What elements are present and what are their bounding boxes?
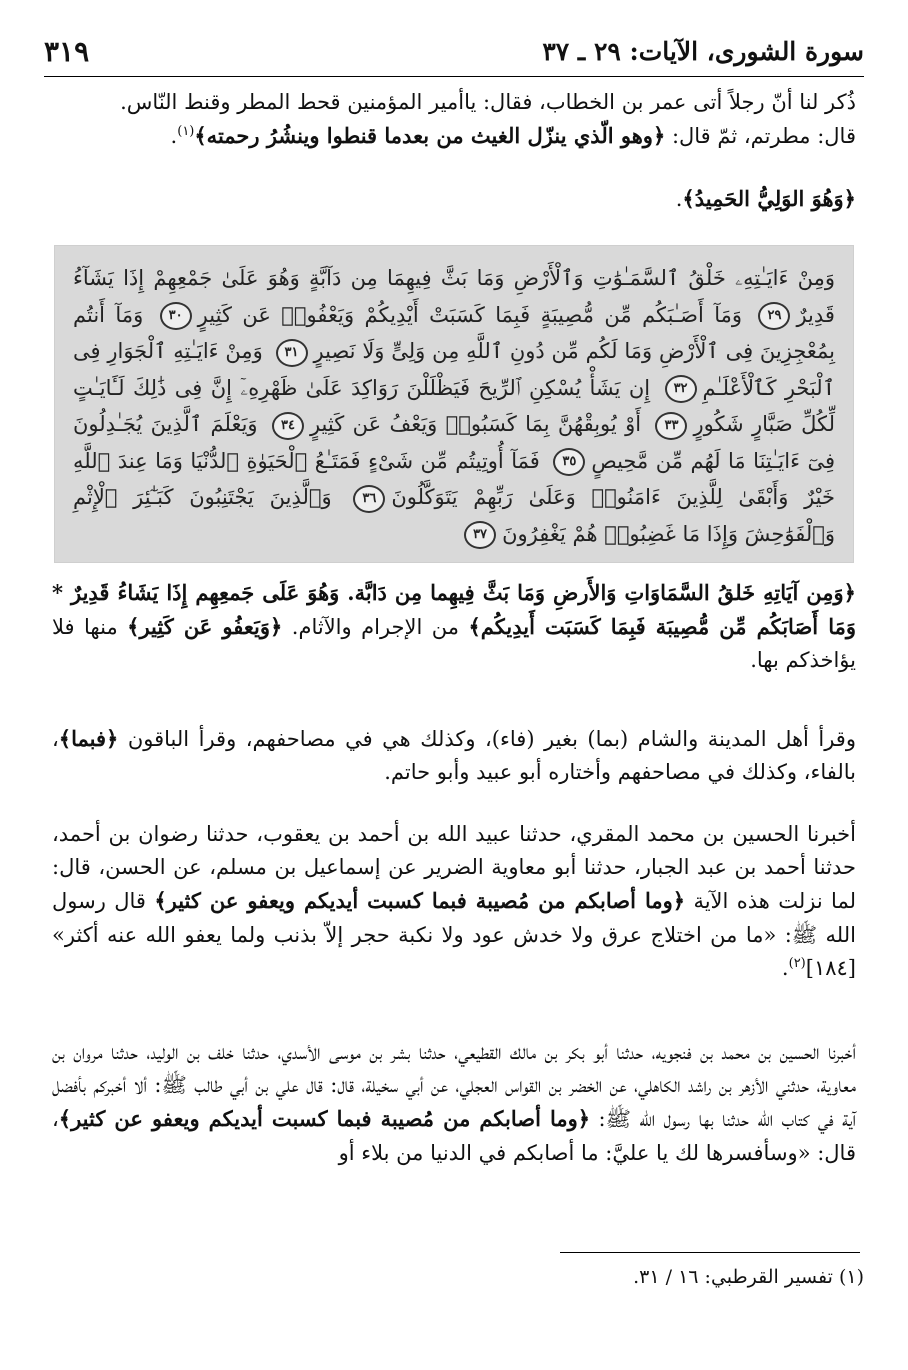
ayah-number-32: ٣٢ (665, 375, 697, 403)
ayah-number-34: ٣٤ (272, 412, 304, 440)
p1-verse-1: ﴿وَمِن آيَاتِهِ خَلقُ السَّمَاوَاتِ وَالأَرضِ وَمَا بَثَّ فِيهِما مِن دَابَّة. وَهُوَ عَلَى جَمعِهِم إِذَا يَشَاءُ قَدِيرٌ * وَمَا أَصَابَكُم مِّن مُّصِيبَة فَبِمَا كَسَبَت أَيدِيكُم﴾ (52, 580, 856, 640)
p3-text-1: أخبرنا الحسين بن محمد المقري، حدثنا عبيد الله بن أحمد بن يعقوب، حدثنا رضوان بن أحمد، حدثنا أحمد بن عبد الجبار، حدثنا أبو معاوية الضرير عن إسماعيل بن مسلم، عن الحسن، قال: لما نزلت هذه الآية (52, 822, 856, 914)
p2-text-1: وقرأ أهل المدينة والشام (بما) بغير (فاء)، وكذلك هي في مصاحفهم، وقرأ الباقون (118, 727, 856, 751)
commentary-paragraph-2 (52, 722, 856, 789)
ayah-35: وَيَعْلَمَ ٱلَّذِينَ يُجَـٰدِلُونَ فِىٓ ءَايَـٰتِنَا مَا لَهُم مِّن مَّحِيصٍ (73, 412, 835, 473)
ayah-30: وَمَآ أَصَـٰبَكُم مِّن مُّصِيبَةٍ فَبِمَا كَسَبَتْ أَيْدِيكُمْ وَيَعْفُوا۟ عَن كَثِيرٍ (197, 302, 743, 327)
p4-text-1: أخبرنا الحسين بن محمد بن فنجويه، حدثنا أبو بكر بن مالك القطيعي، حدثنا بشر بن موسى الأسدي، حدثنا خلف بن الوليد، حدثنا مروان بن معاوية، حدثني الأزهر بن راشد الكاهلي، عن الخضر بن القواس العجلي، عن أبي سخيلة، قال: قال علي بن أبي طالب ﷺ: ألا أخبركم بأفضل آية في كتاب الله حدثنا بها رسول الله ﷺ: (52, 1040, 856, 1132)
page-number: ٣١٩ (44, 34, 90, 68)
ayah-36: فَمَآ أُوتِيتُم مِّن شَىْءٍ فَمَتَـٰعُ ٱلْحَيَوٰةِ ٱلدُّنْيَا وَمَا عِندَ ٱللَّهِ خَيْرٌ وَأَبْقَىٰ لِلَّذِينَ ءَامَنُوا۟ وَعَلَىٰ رَبِّهِمْ يَتَوَكَّلُونَ (73, 448, 835, 510)
wali-verse: ﴿وَهُوَ الوَلِيُّ الحَمِيدُ﴾ (682, 186, 856, 211)
ayah-32: وَمِنْ ءَايَـٰتِهِ ٱلْجَوَارِ فِى ٱلْبَحْرِ كَٱلْأَعْلَـٰمِ (73, 339, 835, 400)
p1-text-2: منها فلا يؤاخذكم بها. (52, 615, 856, 673)
intro-line-2-prefix: قال: مطرتم، ثمّ قال: (671, 124, 856, 149)
ayah-number-33: ٣٣ (655, 412, 687, 440)
ayah-33: إِن يَشَأْ يُسْكِنِ ٱلرِّيحَ فَيَظْلَلْنَ رَوَاكِدَ عَلَىٰ ظَهْرِهِۦٓ إِنَّ فِى ذَٰلِكَ لَـَٔايَـٰتٍ لِّكُلِّ صَبَّارٍ شَكُورٍ (73, 375, 835, 437)
p3-text-3: . (781, 955, 789, 980)
hadith-paragraph-2 (52, 1036, 856, 1170)
ayah-number-35: ٣٥ (553, 448, 585, 476)
p2-text-2: ، بالفاء، وكذلك في مصاحفهم وأختاره أبو عبيد وأبو حاتم. (52, 727, 856, 785)
wali-verse-line (52, 182, 856, 216)
ayah-number-37: ٣٧ (464, 521, 496, 549)
running-header (44, 26, 864, 77)
ayah-34: أَوْ يُوبِقْهُنَّ بِمَا كَسَبُوا۟ وَيَعْفُ عَن كَثِيرٍ (309, 412, 642, 437)
ayah-number-30: ٣٠ (160, 302, 192, 330)
intro-verse: ﴿وهو الّذي ينزّل الغيث من بعدما قنطوا وينشُرُ رحمته﴾ (194, 123, 666, 149)
intro-line-1: ذُكر لنا أنّ رجلاً أتى عمر بن الخطاب، فقال: ياأمير المؤمنين قحط المطر وقنط النّاس. (120, 90, 856, 114)
footnote-separator (560, 1252, 860, 1253)
ayah-number-31: ٣١ (276, 339, 308, 367)
p4-verse: ﴿وما أصابكم من مُصيبة فبما كسبت أيديكم ويعفو عن كثير﴾ (58, 1106, 591, 1132)
p1-text-1: من الإجرام والآثام. (282, 615, 469, 640)
ayah-number-29: ٢٩ (758, 302, 790, 330)
p3-verse: ﴿وما أصابكم من مُصيبة فبما كسبت أيديكم ويعفو عن كثير﴾ (154, 888, 686, 914)
ayah-31: وَمَآ أَنتُم بِمُعْجِزِينَ فِى ٱلْأَرْضِ وَمَا لَكُم مِّن دُونِ ٱللَّهِ مِن وَلِىٍّ وَلَا نَصِيرٍ (73, 302, 835, 364)
surah-title: سورة الشورى، الآيات: ٢٩ ـ ٣٧ (542, 36, 864, 66)
quran-text-block (54, 245, 854, 563)
footnote-marker-2: (٢) (788, 955, 806, 971)
ayah-37: وَٱلَّذِينَ يَجْتَنِبُونَ كَبَـٰٓئِرَ ٱلْإِثْمِ وَٱلْفَوَٰحِشَ وَإِذَا مَا غَضِبُوا۟ هُمْ يَغْفِرُونَ (73, 485, 835, 546)
ayah-number-36: ٣٦ (353, 485, 385, 513)
p1-verse-2: ﴿وَيَعفُو عَن كَثِير﴾ (127, 614, 283, 640)
p3-text-2: قال رسول الله ﷺ: «ما من اختلاج عرق ولا خدش عود ولا نكبة حجر إلاّ بذنب ولما يعفو الله عنه أكثر» [١٨٤] (52, 889, 856, 980)
commentary-paragraph-1 (52, 576, 856, 678)
p2-verse: ﴿فبما﴾ (58, 726, 119, 751)
intro-line-2-suffix: . (170, 124, 178, 149)
wali-suffix: . (675, 187, 683, 211)
intro-paragraph (52, 86, 856, 153)
ayah-29: وَمِنْ ءَايَـٰتِهِۦ خَلْقُ ٱلسَّمَـٰوَٰتِ وَٱلْأَرْضِ وَمَا بَثَّ فِيهِمَا مِن دَآبَّةٍ وَهُوَ عَلَىٰ جَمْعِهِمْ إِذَا يَشَآءُ قَدِيرٌ (73, 266, 835, 327)
footnote-1: (١) تفسير القرطبي: ١٦ / ٣١. (633, 1266, 864, 1288)
p4-text-2: ، قال: «وسأفسرها لك يا عليَّ: ما أصابكم في الدنيا من بلاء أو (52, 1107, 856, 1165)
hadith-paragraph-1 (52, 818, 856, 985)
footnote-marker-1: (١) (177, 124, 195, 140)
